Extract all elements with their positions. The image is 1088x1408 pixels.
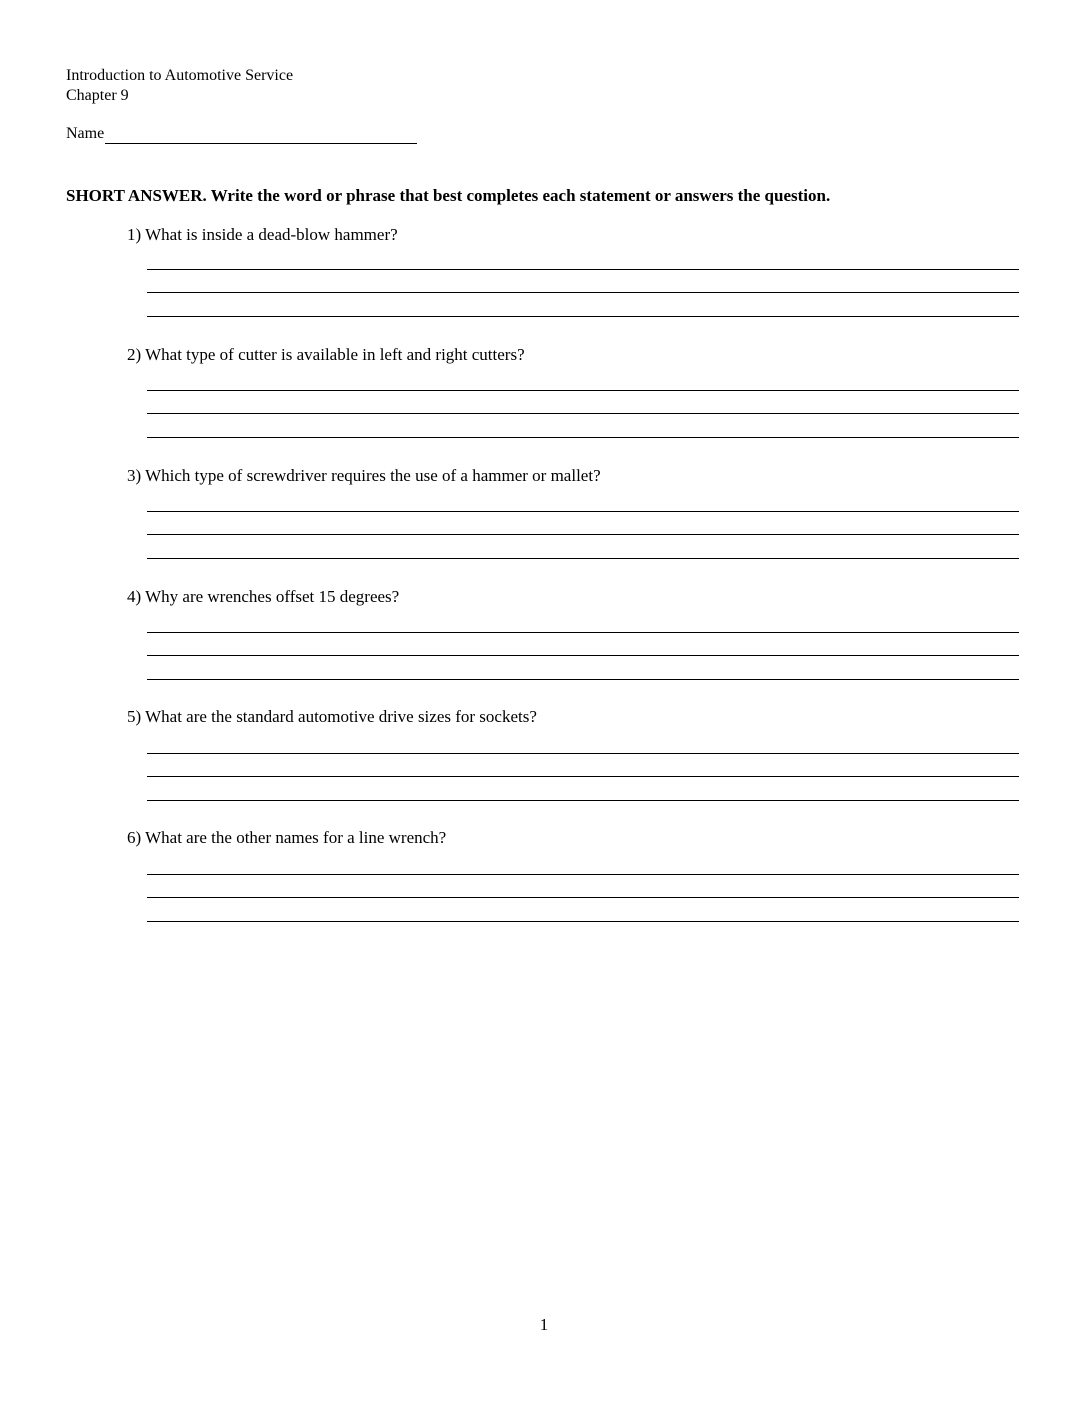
question-2: 2) What type of cutter is available in left and right cutters? — [127, 345, 525, 364]
answer-line[interactable] — [147, 679, 1019, 680]
instructions: SHORT ANSWER. Write the word or phrase that best completes each statement or answers the question. — [66, 186, 831, 205]
answer-line[interactable] — [147, 800, 1019, 801]
name-field[interactable] — [105, 125, 417, 144]
question-6: 6) What are the other names for a line wrench? — [127, 828, 447, 847]
answer-line[interactable] — [147, 558, 1019, 559]
answer-line[interactable] — [147, 437, 1019, 438]
answer-line[interactable] — [147, 874, 1019, 875]
answer-line[interactable] — [147, 390, 1019, 391]
answer-line[interactable] — [147, 776, 1019, 777]
answer-line[interactable] — [147, 632, 1019, 633]
name-label: Name — [66, 125, 105, 142]
answer-line[interactable] — [147, 897, 1019, 898]
answer-line[interactable] — [147, 655, 1019, 656]
chapter-label: Chapter 9 — [66, 87, 129, 104]
answer-line[interactable] — [147, 753, 1019, 754]
answer-line[interactable] — [147, 511, 1019, 512]
question-5: 5) What are the standard automotive drive sizes for sockets? — [127, 707, 537, 726]
answer-line[interactable] — [147, 292, 1019, 293]
answer-line[interactable] — [147, 413, 1019, 414]
page-number: 1 — [539, 1315, 549, 1334]
document-header — [66, 66, 293, 106]
answer-line[interactable] — [147, 269, 1019, 270]
answer-line[interactable] — [147, 316, 1019, 317]
answer-line[interactable] — [147, 921, 1019, 922]
course-title: Introduction to Automotive Service — [66, 67, 294, 84]
question-1: 1) What is inside a dead-blow hammer? — [127, 225, 398, 244]
answer-line[interactable] — [147, 534, 1019, 535]
question-3: 3) Which type of screwdriver requires the use of a hammer or mallet? — [127, 466, 601, 485]
name-row — [66, 124, 417, 144]
question-4: 4) Why are wrenches offset 15 degrees? — [127, 587, 400, 606]
